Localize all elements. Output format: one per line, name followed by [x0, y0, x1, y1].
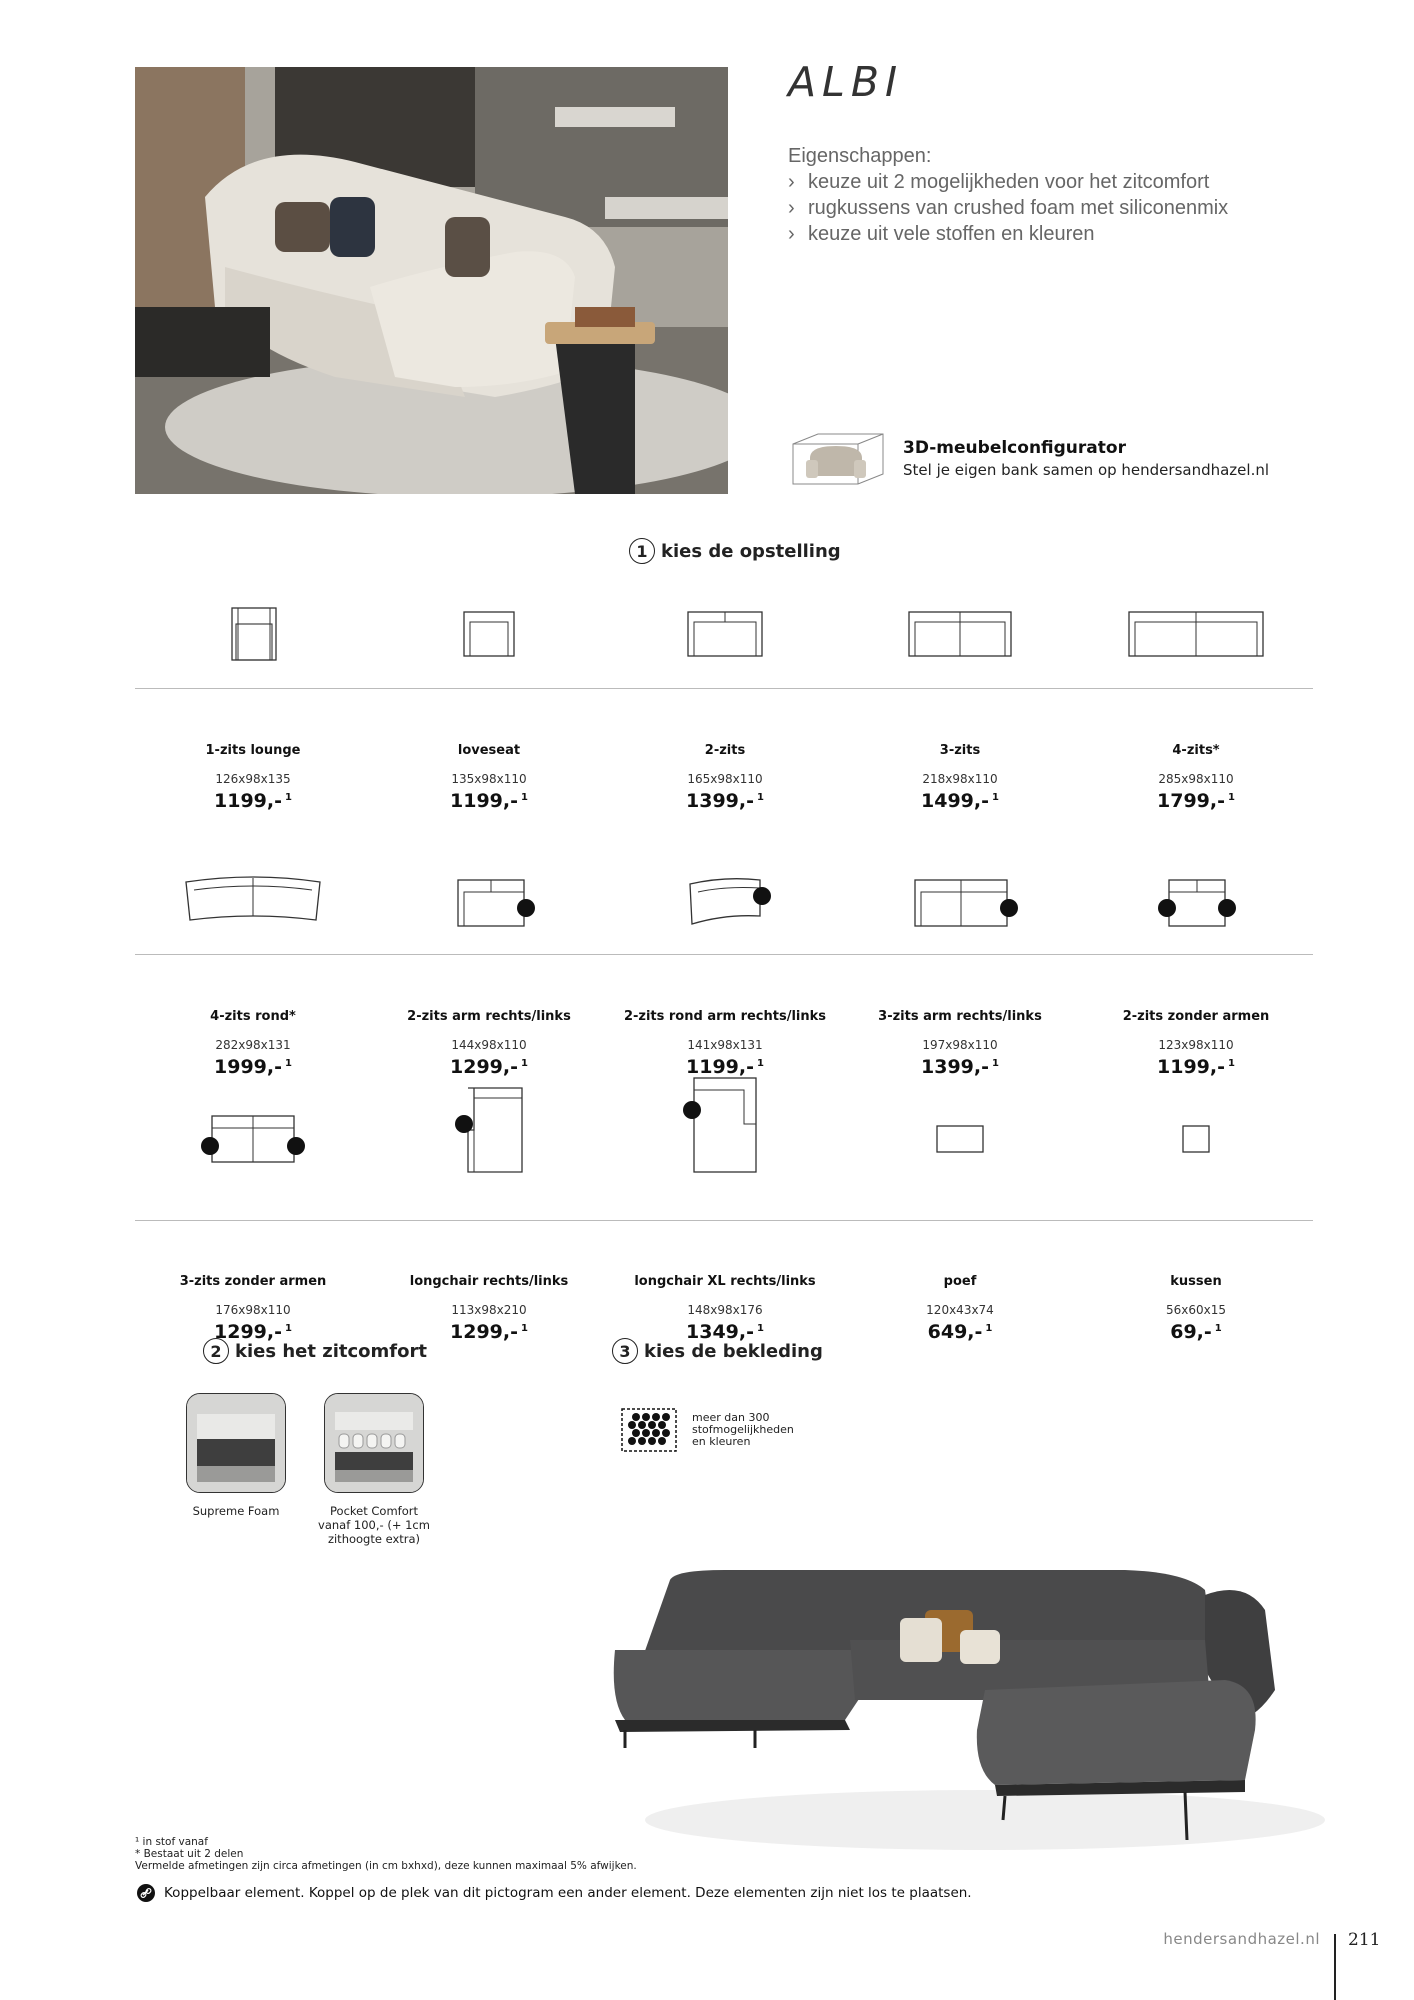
- product-title: ALBI: [788, 58, 904, 106]
- properties-list: [788, 143, 1228, 247]
- step2-heading: [203, 1338, 427, 1364]
- two-seat-round-arm-icon: [607, 844, 843, 930]
- sofa-photo: [605, 1570, 1335, 1860]
- element-card: [1078, 1080, 1314, 1343]
- element-label: loveseat: [457, 743, 521, 758]
- longchair-icon: [371, 1080, 607, 1166]
- element-price: 1199,- $^1$: [450, 790, 528, 812]
- element-label: longchair XL rechts/links: [634, 1274, 816, 1289]
- element-card: [371, 1080, 607, 1343]
- fabric-swatch-icon: [618, 1405, 680, 1455]
- element-dimensions: 218x98x110: [922, 772, 998, 786]
- two-seat-icon: [607, 578, 843, 664]
- element-card: [135, 844, 371, 1078]
- loveseat-icon: [371, 578, 607, 664]
- element-price: 1199,- $^1$: [686, 1056, 764, 1078]
- element-card: [842, 844, 1078, 1078]
- element-label: 3-zits: [939, 743, 981, 758]
- fabric-text: meer dan 300 stofmogelijkheden en kleuren: [692, 1411, 794, 1448]
- property-item: › keuze uit vele stoffen en kleuren: [788, 223, 1095, 245]
- page-number: 211: [1348, 1930, 1381, 1950]
- supreme-foam-label: Supreme Foam: [192, 1504, 280, 1518]
- three-seat-icon: [842, 578, 1078, 664]
- element-price: 1199,- $^1$: [1157, 1056, 1235, 1078]
- element-label: 2-zits arm rechts/links: [407, 1009, 571, 1024]
- element-dimensions: 126x98x135: [215, 772, 291, 786]
- element-label: kussen: [1170, 1274, 1222, 1289]
- element-label: 3-zits zonder armen: [179, 1274, 327, 1289]
- element-dimensions: 176x98x110: [215, 1303, 291, 1317]
- pouf-icon: [842, 1080, 1078, 1166]
- footer-brand: hendersandhazel.nl: [1163, 1930, 1320, 1948]
- link-note: Koppelbaar element. Koppel op de plek van dit pictogram een ander element. Deze elementen zijn niet los te plaatsen.: [164, 1885, 972, 1901]
- element-label: 2-zits zonder armen: [1122, 1009, 1270, 1024]
- element-card: [842, 1080, 1078, 1343]
- element-label: poef: [943, 1274, 977, 1289]
- element-price: 1299,- $^1$: [450, 1321, 528, 1343]
- configurator-armchair-icon: [788, 430, 886, 488]
- row-divider: [135, 954, 1313, 955]
- four-seat-round-icon: [135, 844, 371, 930]
- element-price: 1499,- $^1$: [921, 790, 999, 812]
- property-item: › keuze uit 2 mogelijkheden voor het zitcomfort: [788, 171, 1210, 193]
- element-dimensions: 141x98x131: [687, 1038, 763, 1052]
- two-seat-no-arms-icon: [1078, 844, 1314, 930]
- hero-photo: [135, 67, 728, 494]
- element-dimensions: 197x98x110: [922, 1038, 998, 1052]
- element-label: 2-zits: [704, 743, 746, 758]
- element-price: 69,- $^1$: [1170, 1321, 1222, 1343]
- element-label: 2-zits rond arm rechts/links: [623, 1009, 827, 1024]
- element-label: longchair rechts/links: [409, 1274, 569, 1289]
- supreme-foam-image: [186, 1393, 286, 1493]
- four-seat-icon: [1078, 578, 1314, 664]
- step-number: 2: [203, 1338, 229, 1364]
- element-price: 1799,- $^1$: [1157, 790, 1235, 812]
- footnote: Vermelde afmetingen zijn circa afmetingen (in cm bxhxd), deze kunnen maximaal 5% afwijken.: [135, 1860, 637, 1872]
- lounge-icon: [135, 578, 371, 664]
- element-dimensions: 144x98x110: [451, 1038, 527, 1052]
- element-price: 649,- $^1$: [927, 1321, 993, 1343]
- element-card: [135, 1080, 371, 1343]
- longchair-xl-icon: [607, 1080, 843, 1166]
- element-card: [607, 578, 843, 812]
- configurator-text: Stel je eigen bank samen op hendersandhazel.nl: [903, 461, 1270, 479]
- pocket-comfort-label: Pocket Comfort vanaf 100,- (+ 1cm zithoogte extra): [318, 1504, 430, 1546]
- element-card: [607, 844, 843, 1078]
- element-dimensions: 120x43x74: [926, 1303, 994, 1317]
- element-label: 3-zits arm rechts/links: [878, 1009, 1042, 1024]
- configurator-block: [903, 438, 1269, 479]
- element-card: [1078, 844, 1314, 1078]
- step3-heading: [612, 1338, 823, 1364]
- step-label: kies het zitcomfort: [235, 1340, 427, 1362]
- element-card: [607, 1080, 843, 1343]
- element-label: 4-zits rond*: [210, 1009, 296, 1024]
- link-icon: [137, 1884, 155, 1902]
- element-dimensions: 285x98x110: [1158, 772, 1234, 786]
- element-dimensions: 282x98x131: [215, 1038, 291, 1052]
- three-seat-no-arms-icon: [135, 1080, 371, 1166]
- element-price: 1999,- $^1$: [214, 1056, 292, 1078]
- element-grid: [135, 580, 1313, 1343]
- element-price: 1199,- $^1$: [214, 790, 292, 812]
- element-price: 1399,- $^1$: [921, 1056, 999, 1078]
- two-seat-arm-icon: [371, 844, 607, 930]
- element-dimensions: 56x60x15: [1165, 1303, 1226, 1317]
- row-divider: [135, 1220, 1313, 1221]
- element-price: 1299,- $^1$: [214, 1321, 292, 1343]
- element-card: [371, 844, 607, 1078]
- configurator-heading: 3D-meubelconfigurator: [903, 438, 1126, 458]
- step1-heading: [629, 538, 841, 564]
- pocket-comfort-image: [324, 1393, 424, 1493]
- footnote: ¹ in stof vanaf: [135, 1836, 208, 1848]
- element-label: 4-zits*: [1172, 743, 1220, 758]
- element-price: 1399,- $^1$: [686, 790, 764, 812]
- footer-divider: [1334, 1934, 1336, 2000]
- step-number: 3: [612, 1338, 638, 1364]
- step-label: kies de opstelling: [661, 540, 841, 562]
- footnote: * Bestaat uit 2 delen: [135, 1848, 244, 1860]
- element-card: [371, 578, 607, 812]
- element-card: [1078, 578, 1314, 812]
- footnotes: [135, 1836, 637, 1872]
- properties-heading: Eigenschappen:: [788, 145, 932, 167]
- element-dimensions: 148x98x176: [687, 1303, 763, 1317]
- element-dimensions: 123x98x110: [1158, 1038, 1234, 1052]
- element-price: 1299,- $^1$: [450, 1056, 528, 1078]
- element-label: 1-zits lounge: [205, 743, 301, 758]
- element-dimensions: 113x98x210: [451, 1303, 527, 1317]
- cushion-icon: [1078, 1080, 1314, 1166]
- element-card: [135, 578, 371, 812]
- element-price: 1349,- $^1$: [686, 1321, 764, 1343]
- row-divider: [135, 688, 1313, 689]
- step-label: kies de bekleding: [644, 1340, 823, 1362]
- step-number: 1: [629, 538, 655, 564]
- element-dimensions: 135x98x110: [451, 772, 527, 786]
- element-dimensions: 165x98x110: [687, 772, 763, 786]
- property-item: › rugkussens van crushed foam met siliconenmix: [788, 197, 1229, 219]
- three-seat-arm-icon: [842, 844, 1078, 930]
- element-card: [842, 578, 1078, 812]
